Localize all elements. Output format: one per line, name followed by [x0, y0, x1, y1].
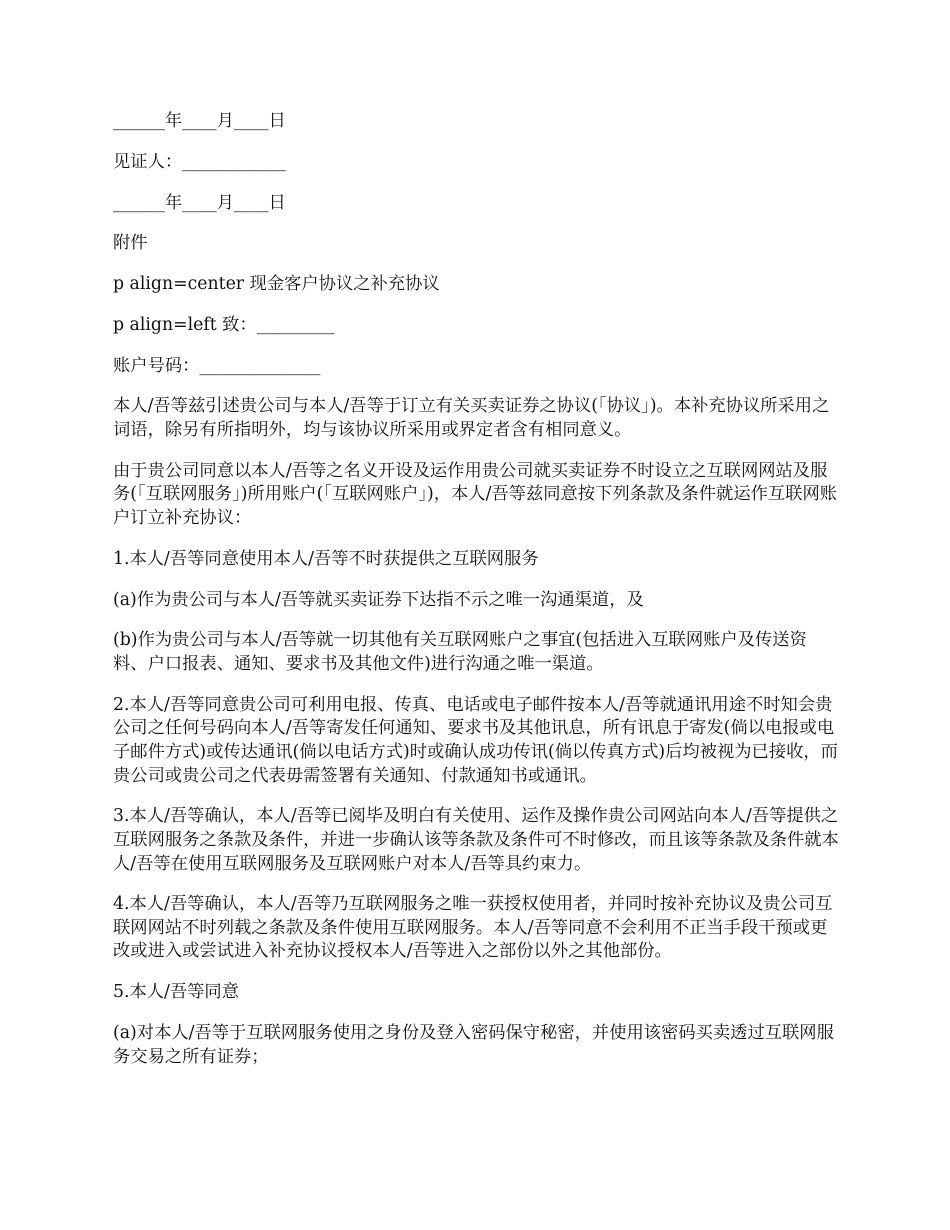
account-number-line: 账户号码：______________ — [113, 355, 321, 376]
intro-paragraph: 本人/吾等兹引述贵公司与本人/吾等于订立有关买卖证券之协议(「协议」)。本补充协议所采用之词语，除另有所指明外，均与该协议所采用或界定者含有相同意义。 — [113, 396, 830, 441]
recipient-line: p align=left 致：_________ — [113, 314, 335, 335]
clause-1b: (b)作为贵公司与本人/吾等就一切其他有关互联网账户之事宜(包括进入互联网账户及传送资料、户口报表、通知、要求书及其他文件)进行沟通之唯一渠道。 — [113, 630, 807, 674]
clause-1: 1.本人/吾等同意使用本人/吾等不时获提供之互联网服务 — [113, 548, 539, 569]
date-line: ______年____月____日 — [113, 111, 286, 131]
document-page — [113, 110, 840, 1086]
clause-5: 5.本人/吾等同意 — [113, 982, 239, 1003]
attachment-heading: 附件 — [113, 233, 148, 254]
supplement-title: p align=center 现金客户协议之补充协议 — [113, 274, 440, 295]
clause-4: 4.本人/吾等确认，本人/吾等乃互联网服务之唯一获授权使用者，并同时按补充协议及贵公司互联网网站不时列载之条款及条件使用互联网服务。本人/吾等同意不会利用不正当手段干预或更改或进入或尝试进入补充协议授权本人/吾等进入之部份以外之其他部份。 — [113, 894, 833, 962]
recital-paragraph: 由于贵公司同意以本人/吾等之名义开设及运作用贵公司就买卖证券不时设立之互联网网站及服务(「互联网服务」)所用账户(「互联网账户」)，本人/吾等兹同意按下列条款及条件就运作互联网账户订立补充协议： — [113, 460, 838, 529]
clause-5a: (a)对本人/吾等于互联网服务使用之身份及登入密码保守秘密，并使用该密码买卖透过互联网服务交易之所有证券； — [113, 1023, 834, 1067]
clause-1a: (a)作为贵公司与本人/吾等就买卖证券下达指不示之唯一沟通渠道，及 — [113, 589, 644, 610]
witness-date-line: ______年____月____日 — [113, 192, 286, 213]
witness-line: 见证人：____________ — [113, 151, 286, 172]
clause-2: 2.本人/吾等同意贵公司可利用电报、传真、电话或电子邮件按本人/吾等就通讯用途不时知会贵公司之任何号码向本人/吾等寄发任何通知、要求书及其他讯息，所有讯息于寄发(倘以电报或电子邮件方式)或传达通讯(倘以电话方式)时或确认成功传讯(倘以传真方式)后均被视为已接收，而贵公司或贵公司之代表毋需签署有关通知、付款通知书或通讯。 — [113, 694, 838, 786]
clause-3: 3.本人/吾等确认，本人/吾等已阅毕及明白有关使用、运作及操作贵公司网站向本人/吾等提供之互联网服务之条款及条件，并进一步确认该等条款及条件可不时修改，而且该等条款及条件就本人/吾等在使用互联网服务及互联网账户对本人/吾等具约束力。 — [113, 806, 839, 874]
